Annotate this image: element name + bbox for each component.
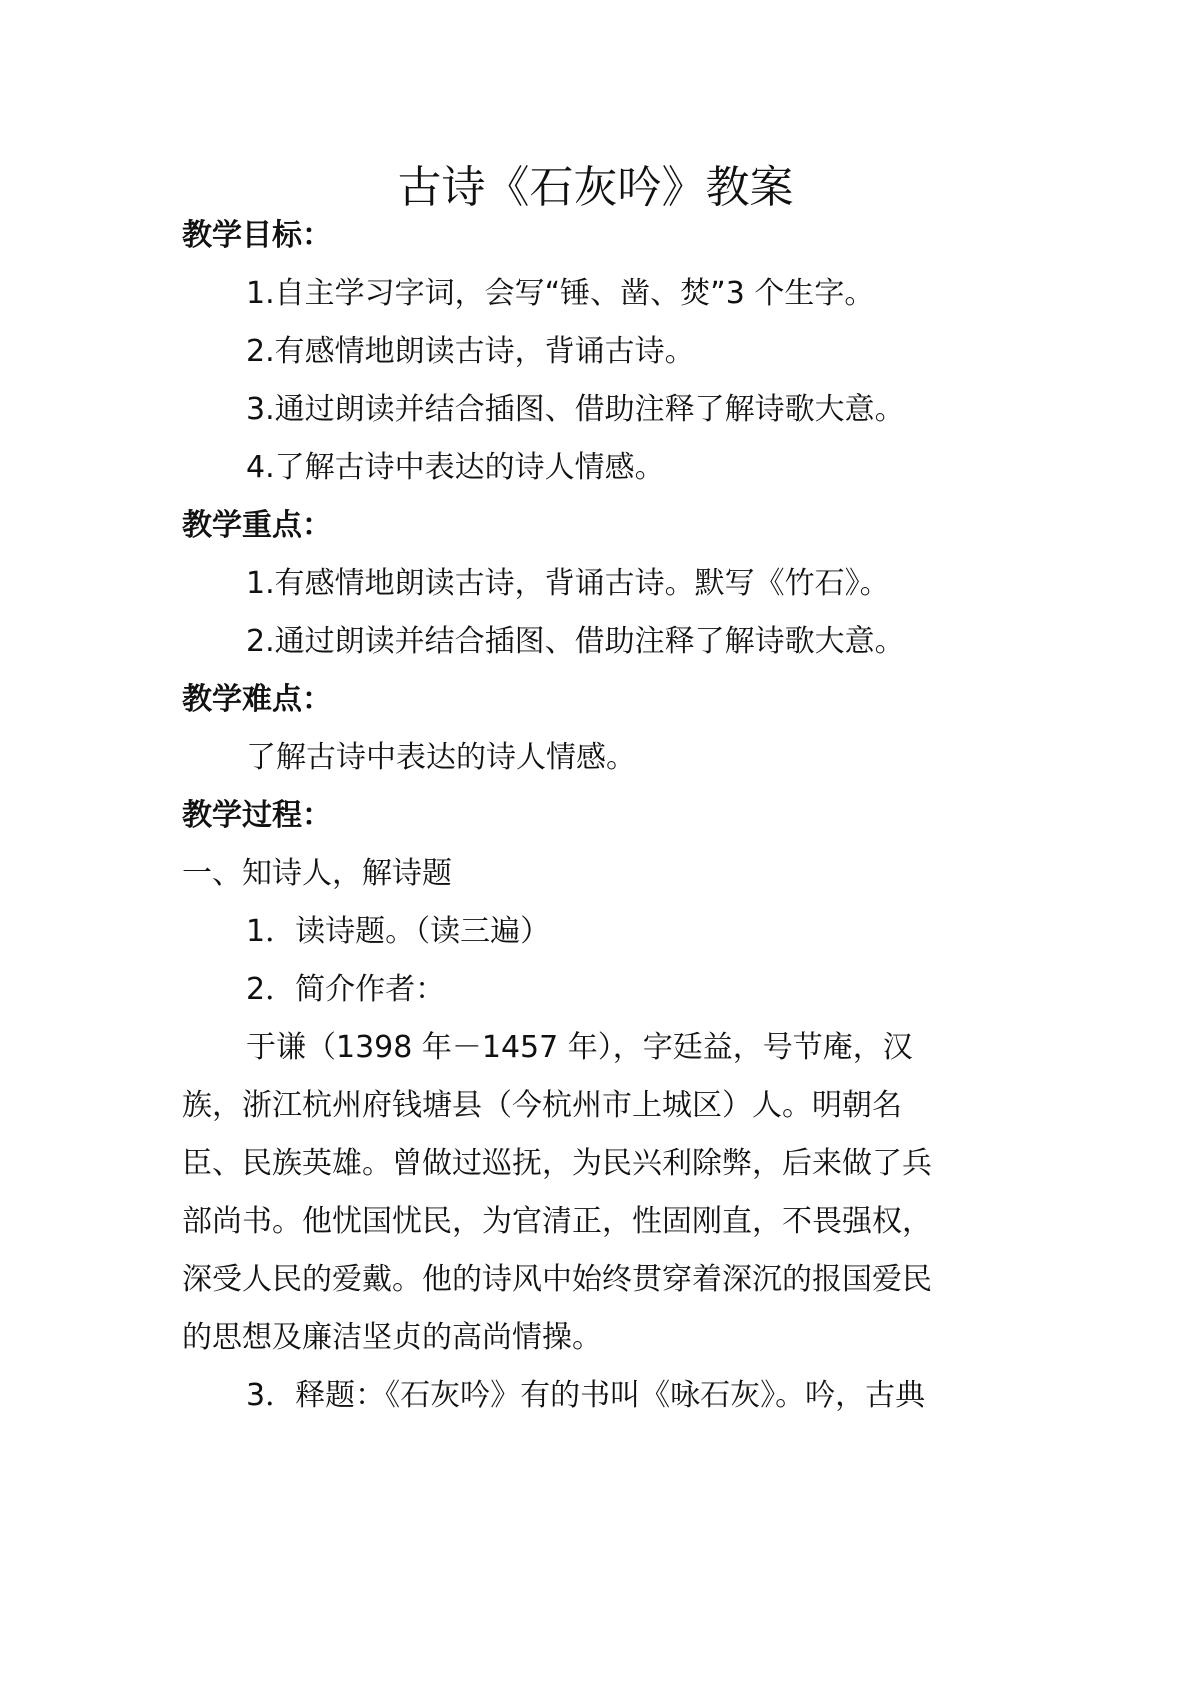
document-title: 古诗《石灰吟》教案 [397,162,794,213]
objective-item: 2.有感情地朗读古诗，背诵古诗。 [246,334,695,369]
process-step: 1．读诗题。（读三遍） [246,914,551,949]
process-step: 3．释题：《石灰吟》有的书叫《咏石灰》。吟，古典 [246,1378,926,1413]
bio-line: 于谦（1398 年－1457 年），字廷益，号节庵，汉 [246,1030,913,1065]
bio-line: 的思想及廉洁坚贞的高尚情操。 [182,1320,602,1355]
bio-line: 部尚书。他忧国忧民，为官清正，性固刚直，不畏强权， [182,1204,932,1239]
key-points-heading: 教学重点： [182,508,332,543]
objectives-heading: 教学目标： [182,218,332,253]
bio-line: 族，浙江杭州府钱塘县（今杭州市上城区）人。明朝名 [182,1088,902,1123]
objective-item: 4.了解古诗中表达的诗人情感。 [246,450,665,485]
key-point-item: 2.通过朗读并结合插图、借助注释了解诗歌大意。 [246,624,905,659]
bio-line: 臣、民族英雄。曾做过巡抚，为民兴利除弊，后来做了兵 [182,1146,932,1181]
objective-item: 3.通过朗读并结合插图、借助注释了解诗歌大意。 [246,392,905,427]
key-point-item: 1.有感情地朗读古诗，背诵古诗。默写《竹石》。 [246,566,890,601]
difficulty-item: 了解古诗中表达的诗人情感。 [246,740,636,775]
section-title: 一、知诗人，解诗题 [182,856,452,891]
objective-item: 1.自主学习字词，会写“锤、凿、焚”3 个生字。 [246,276,875,311]
difficulties-heading: 教学难点： [182,682,332,717]
process-heading: 教学过程： [182,798,332,833]
process-step: 2．简介作者： [246,972,446,1007]
bio-line: 深受人民的爱戴。他的诗风中始终贯穿着深沉的报国爱民 [182,1262,932,1297]
